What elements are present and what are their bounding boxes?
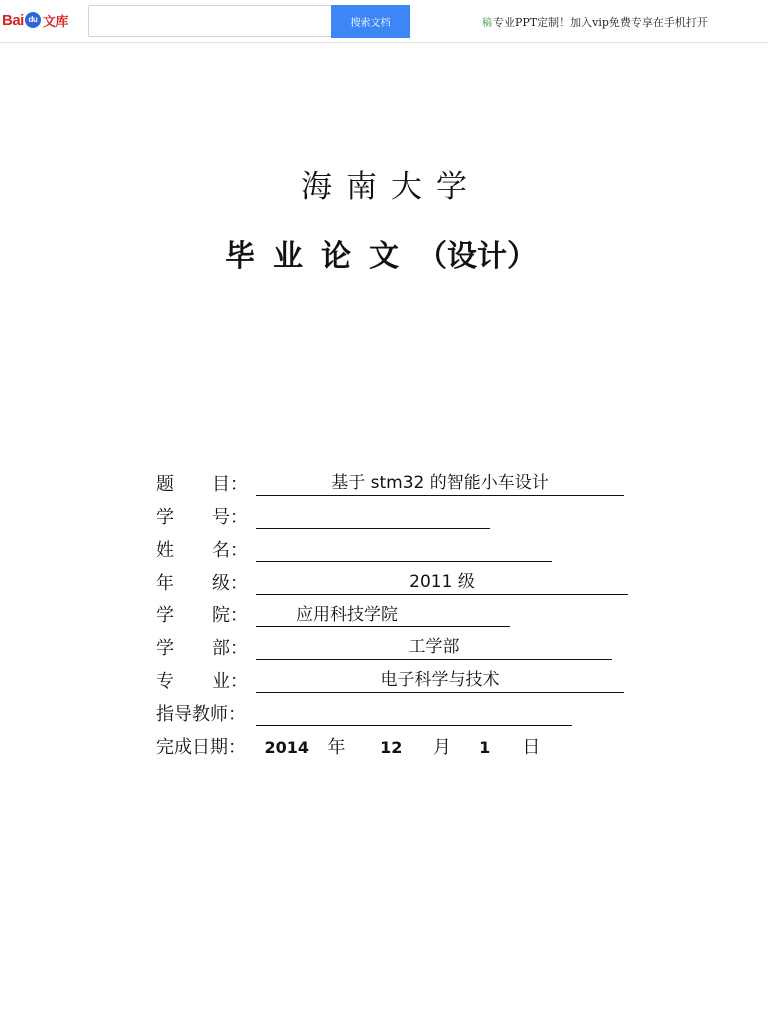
search-input[interactable] bbox=[88, 5, 331, 37]
promo-text: 专业PPT定制！加入vip免费专享在手机打开 bbox=[493, 16, 708, 29]
field-label: 题 目： bbox=[156, 474, 248, 495]
completion-date-label: 完成日期： bbox=[156, 737, 246, 758]
field-value-department: 工学部 bbox=[256, 635, 612, 660]
field-value-advisor bbox=[256, 701, 572, 726]
field-label: 学 院： bbox=[156, 605, 248, 626]
promo-link[interactable] bbox=[482, 14, 708, 30]
field-college bbox=[156, 599, 510, 627]
field-major bbox=[156, 665, 624, 693]
field-label: 专 业： bbox=[156, 671, 248, 692]
field-name bbox=[156, 534, 552, 562]
field-value-major: 电子科学与技术 bbox=[256, 668, 624, 693]
completion-year: 2014 bbox=[264, 738, 309, 757]
field-value-college: 应用科技学院 bbox=[256, 603, 510, 627]
top-bar bbox=[0, 0, 768, 43]
field-student-id bbox=[156, 501, 490, 529]
baidu-wenku-logo[interactable] bbox=[2, 8, 68, 32]
completion-date bbox=[156, 733, 540, 759]
field-value-topic: 基于 stm32 的智能小车设计 bbox=[256, 471, 624, 496]
field-value-grade: 2011 级 bbox=[256, 570, 628, 595]
completion-month: 12 bbox=[380, 738, 403, 757]
completion-year-unit: 年 bbox=[327, 737, 346, 758]
field-department bbox=[156, 632, 612, 660]
field-grade bbox=[156, 567, 628, 595]
field-label: 姓 名： bbox=[156, 540, 248, 561]
logo-wenku-text: 文库 bbox=[42, 13, 68, 29]
completion-day: 1 bbox=[479, 738, 491, 757]
thesis-title-suffix: （设计） bbox=[417, 239, 537, 274]
thesis-title bbox=[225, 231, 537, 275]
field-value-student-id bbox=[256, 504, 490, 529]
completion-month-unit: 月 bbox=[432, 737, 451, 758]
vip-badge-icon: 稿 bbox=[482, 18, 492, 29]
completion-day-unit: 日 bbox=[522, 737, 541, 758]
field-label: 指导教师： bbox=[156, 704, 246, 725]
field-topic bbox=[156, 468, 624, 496]
university-name: 海南大学 bbox=[301, 169, 481, 205]
thesis-title-main: 毕业论文 bbox=[225, 239, 417, 274]
logo-bai-text: Bai bbox=[2, 11, 24, 29]
search-button[interactable]: 搜索文档 bbox=[331, 5, 410, 38]
field-label: 学 部： bbox=[156, 638, 248, 659]
field-label: 学 号： bbox=[156, 507, 248, 528]
field-advisor bbox=[156, 698, 572, 726]
field-value-name bbox=[256, 537, 552, 562]
logo-du-text: du bbox=[25, 12, 41, 28]
document-page bbox=[0, 43, 768, 1024]
field-label: 年 级： bbox=[156, 573, 248, 594]
